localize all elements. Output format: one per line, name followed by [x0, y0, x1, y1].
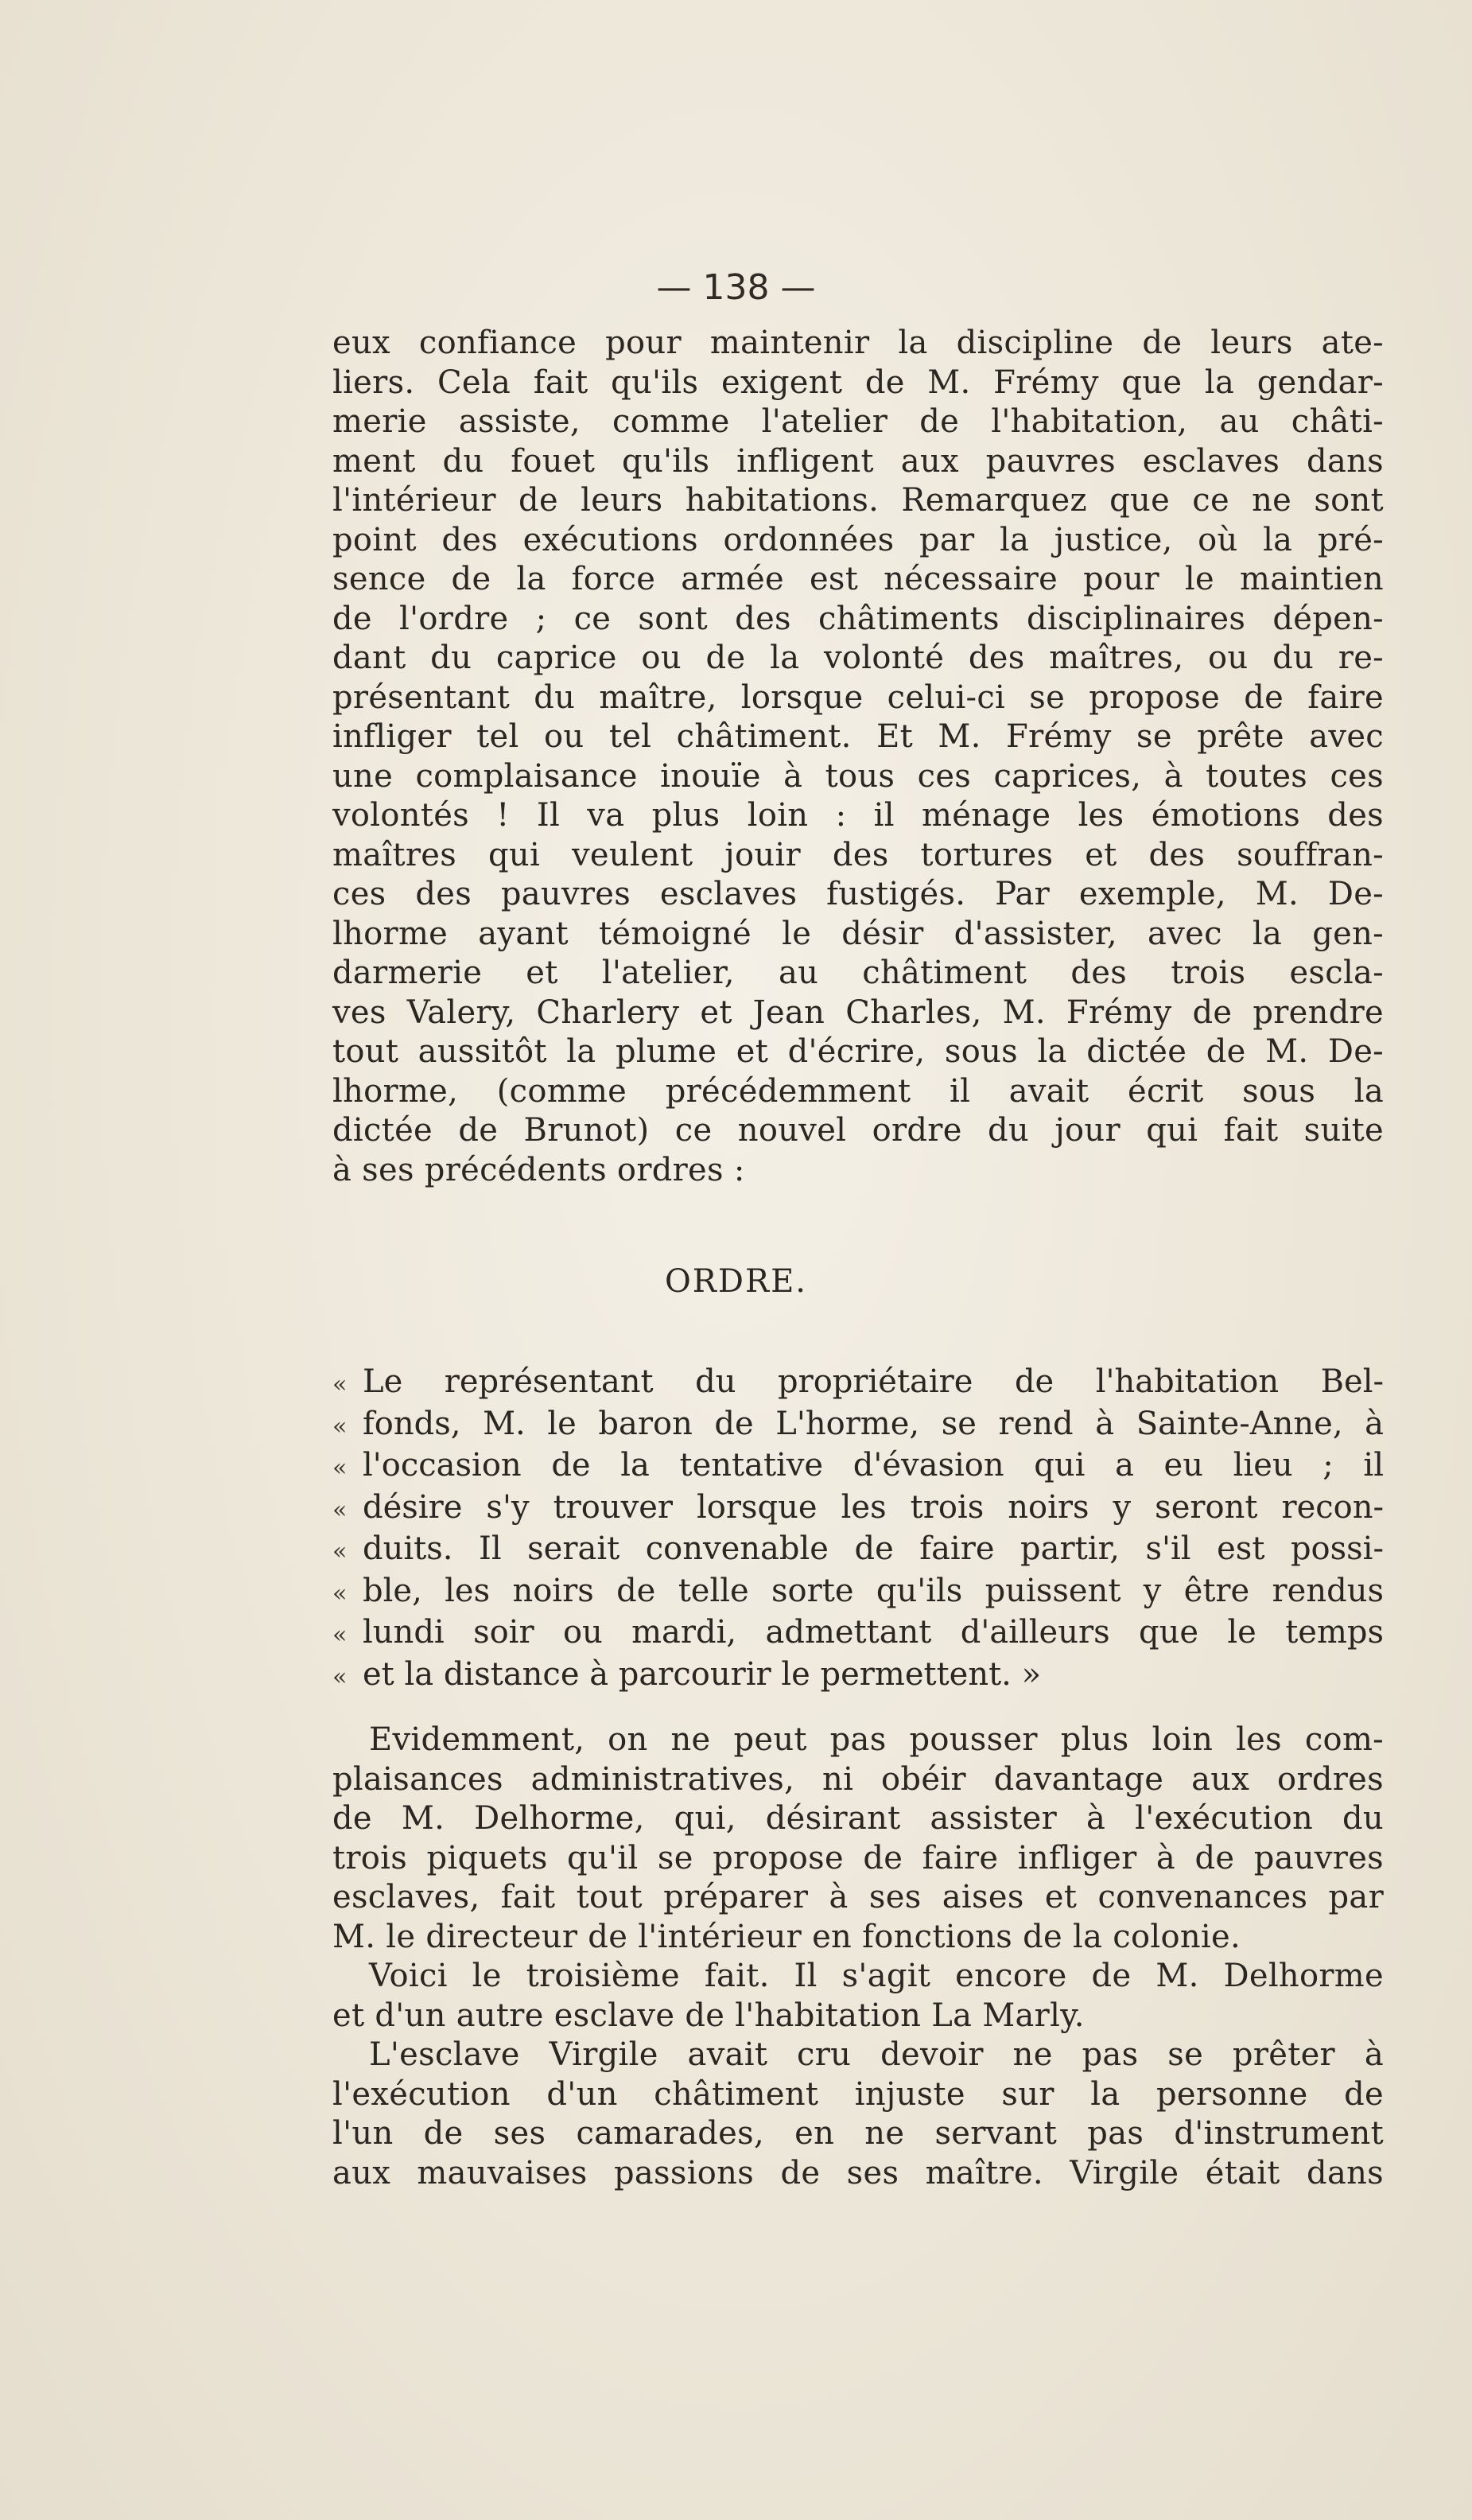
quote-text: désire s'y trouver lorsque les trois noirs y seront recon-	[363, 1488, 1384, 1526]
quote-line	[332, 1363, 1384, 1405]
text-line: maîtres qui veulent jouir des tortures et des souffran-	[332, 836, 1384, 873]
paragraph-3	[332, 1957, 1384, 2036]
text-line: liers. Cela fait qu'ils exigent de M. Frémy que la gendar-	[332, 364, 1384, 401]
quote-text: fonds, M. le baron de L'horme, se rend à Sainte-Anne, à	[363, 1405, 1384, 1442]
text-line: l'exécution d'un châtiment injuste sur la personne de	[332, 2075, 1384, 2113]
text-line: esclaves, fait tout préparer à ses aises et convenances par	[332, 1879, 1384, 1915]
text-line: darmerie et l'atelier, au châtiment des trois escla-	[332, 955, 1384, 991]
text-line: et d'un autre esclave de l'habitation La Marly.	[332, 1997, 1085, 2034]
quote-mark: «	[332, 1371, 348, 1398]
text-line: merie assiste, comme l'atelier de l'habitation, au châti-	[332, 403, 1384, 440]
quote-mark: «	[332, 1454, 348, 1482]
text-line: ment du fouet qu'ils infligent aux pauvres esclaves dans	[332, 442, 1384, 480]
quote-mark: «	[332, 1538, 348, 1565]
quote-text: ble, les noirs de telle sorte qu'ils puissent y être rendus	[363, 1572, 1384, 1609]
text-line: sence de la force armée est nécessaire pour le maintien	[332, 561, 1384, 597]
text-line: une complaisance inouïe à tous ces caprices, à toutes ces	[332, 757, 1384, 795]
text-line: ves Valery, Charlery et Jean Charles, M. Frémy de prendre	[332, 994, 1384, 1031]
quote-text: Le représentant du propriétaire de l'habitation Bel-	[363, 1363, 1384, 1400]
text-line: de M. Delhorme, qui, désirant assister à l'exécution du	[332, 1800, 1384, 1837]
quote-line	[332, 1572, 1384, 1614]
text-line: volontés ! Il va plus loin : il ménage les émotions des	[332, 797, 1384, 834]
text-line: L'esclave Virgile avait cru devoir ne pas se prêter à	[369, 2036, 1384, 2073]
text-line: Evidemment, on ne peut pas pousser plus loin les com-	[369, 1721, 1384, 1758]
text-line: lhorme ayant témoigné le désir d'assister, avec la gen-	[332, 915, 1384, 952]
paragraph-4	[332, 2036, 1384, 2193]
quote-line	[332, 1655, 1384, 1698]
text-line: plaisances administratives, ni obéir davantage aux ordres	[332, 1760, 1384, 1798]
quote-text: l'occasion de la tentative d'évasion qui a eu lieu ; il	[363, 1447, 1384, 1484]
paragraph-1	[332, 324, 1384, 1190]
quote-mark: «	[332, 1662, 348, 1691]
text-line: infliger tel ou tel châtiment. Et M. Frémy se prête avec	[332, 718, 1384, 755]
text-line: trois piquets qu'il se propose de faire infliger à de pauvres	[332, 1839, 1384, 1876]
quote-mark: «	[332, 1495, 348, 1524]
quote-line	[332, 1446, 1384, 1488]
text-line: point des exécutions ordonnées par la justice, où la pré-	[332, 521, 1384, 558]
order-heading: ORDRE.	[664, 1263, 807, 1300]
text-line: à ses précédents ordres :	[332, 1151, 745, 1188]
text-line: tout aussitôt la plume et d'écrire, sous la dictée de M. De-	[332, 1033, 1384, 1070]
quote-mark: «	[332, 1412, 348, 1441]
paragraph-2	[332, 1721, 1384, 1957]
text-line: dictée de Brunot) ce nouvel ordre du jour qui fait suite	[332, 1112, 1384, 1149]
quote-mark: «	[332, 1579, 348, 1608]
text-line: lhorme, (comme précédemment il avait écrit sous la	[332, 1072, 1384, 1110]
text-line: M. le directeur de l'intérieur en fonctions de la colonie.	[332, 1918, 1241, 1955]
quote-mark: «	[332, 1621, 348, 1649]
quoted-order	[332, 1363, 1384, 1697]
quote-text: lundi soir ou mardi, admettant d'ailleurs que le temps	[363, 1614, 1384, 1651]
quote-line	[332, 1488, 1384, 1530]
text-line: de l'ordre ; ce sont des châtiments disciplinaires dépen-	[332, 600, 1384, 637]
page-number: — 138 —	[656, 267, 816, 308]
text-line: Voici le troisième fait. Il s'agit encore de M. Delhorme	[369, 1958, 1384, 1994]
quote-text: et la distance à parcourir le permettent. »	[363, 1655, 1042, 1693]
text-line: eux confiance pour maintenir la discipline de leurs ate-	[332, 325, 1384, 361]
text-line: l'intérieur de leurs habitations. Remarquez que ce ne sont	[332, 482, 1384, 519]
quote-line	[332, 1530, 1384, 1572]
text-line: présentant du maître, lorsque celui-ci se propose de faire	[332, 679, 1384, 716]
quote-text: duits. Il serait convenable de faire partir, s'il est possi-	[363, 1530, 1384, 1567]
quote-line	[332, 1405, 1384, 1447]
quote-line	[332, 1613, 1384, 1655]
text-line: aux mauvaises passions de ses maître. Virgile était dans	[332, 2154, 1384, 2191]
text-line: dant du caprice ou de la volonté des maîtres, ou du re-	[332, 640, 1384, 676]
text-line: ces des pauvres esclaves fustigés. Par exemple, M. De-	[332, 876, 1384, 912]
text-line: l'un de ses camarades, en ne servant pas d'instrument	[332, 2115, 1384, 2152]
